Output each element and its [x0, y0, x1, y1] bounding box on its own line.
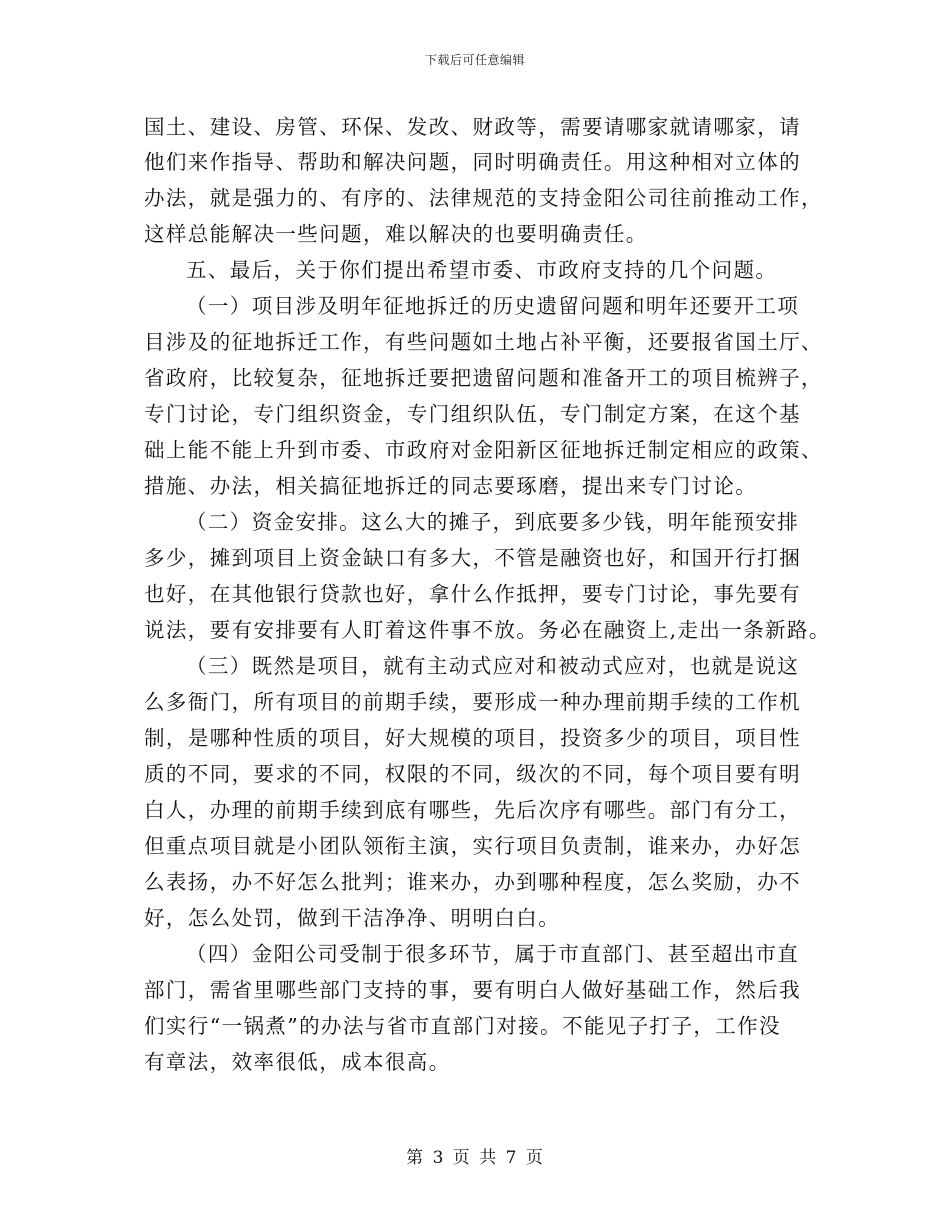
page-header: 下载后可任意编辑: [424, 53, 525, 67]
body-line: 础上能不能上升到市委、市政府对金阳新区征地拆迁制定相应的政策、: [144, 438, 823, 462]
body-line: 们实行“一锅煮”的办法与省市直部门对接。不能见子打子，工作没: [144, 1014, 781, 1038]
body-line: 五、最后，关于你们提出希望市委、市政府支持的几个问题。: [186, 258, 778, 282]
body-line: 说法，要有安排要有人盯着这件事不放。务必在融资上,走出一条新路。: [144, 618, 831, 642]
body-line: 也好，在其他银行贷款也好，拿什么作抵押，要专门讨论，事先要有: [144, 582, 801, 606]
body-line: 国土、建设、房管、环保、发改、财政等，需要请哪家就请哪家，请: [144, 115, 801, 139]
body-line: 么表扬，办不好怎么批判；谁来办，办到哪种程度，怎么奖励，办不: [144, 870, 801, 894]
body-line: 制，是哪种性质的项目，好大规模的项目，投资多少的项目，项目性: [144, 726, 801, 750]
body-line: 但重点项目就是小团队领衔主演，实行项目负责制，谁来办，办好怎: [144, 834, 801, 858]
body-line: 目涉及的征地拆迁工作，有些问题如土地占补平衡，还要报省国土厅、: [144, 330, 823, 354]
body-line: 多少，摊到项目上资金缺口有多大，不管是融资也好，和国开行打捆: [144, 546, 801, 570]
body-line: 质的不同，要求的不同，权限的不同，级次的不同，每个项目要有明: [144, 762, 801, 786]
body-line: 部门，需省里哪些部门支持的事，要有明白人做好基础工作，然后我: [144, 978, 801, 1002]
body-line: 白人，办理的前期手续到底有哪些，先后次序有哪些。部门有分工，: [144, 798, 801, 822]
body-line: 有章法，效率很低，成本很高。: [144, 1050, 451, 1074]
body-line: （四）金阳公司受制于很多环节，属于市直部门、甚至超出市直: [186, 942, 800, 966]
body-line: 省政府，比较复杂，征地拆迁要把遗留问题和准备开工的项目梳辨子，: [144, 366, 823, 390]
body-line: 么多衙门，所有项目的前期手续，要形成一种办理前期手续的工作机: [144, 690, 801, 714]
body-line: 这样总能解决一些问题，难以解决的也要明确责任。: [144, 222, 648, 246]
body-line: 办法，就是强力的、有序的、法律规范的支持金阳公司往前推动工作，: [144, 186, 823, 210]
body-line: 他们来作指导、帮助和解决问题，同时明确责任。用这种相对立体的: [144, 150, 801, 174]
body-line: 好，怎么处罚，做到干洁净净、明明白白。: [144, 906, 561, 930]
body-line: （二）资金安排。这么大的摊子，到底要多少钱，明年能预安排: [186, 510, 800, 534]
body-line: 措施、办法，相关搞征地拆迁的同志要琢磨，提出来专门讨论。: [144, 474, 758, 498]
body-line: 专门讨论，专门组织资金，专门组织队伍，专门制定方案，在这个基: [144, 402, 801, 426]
page-number-footer: 第 3 页 共 7 页: [406, 1148, 544, 1168]
body-line: （一）项目涉及明年征地拆迁的历史遗留问题和明年还要开工项: [186, 294, 800, 318]
body-line: （三）既然是项目，就有主动式应对和被动式应对，也就是说这: [186, 654, 800, 678]
